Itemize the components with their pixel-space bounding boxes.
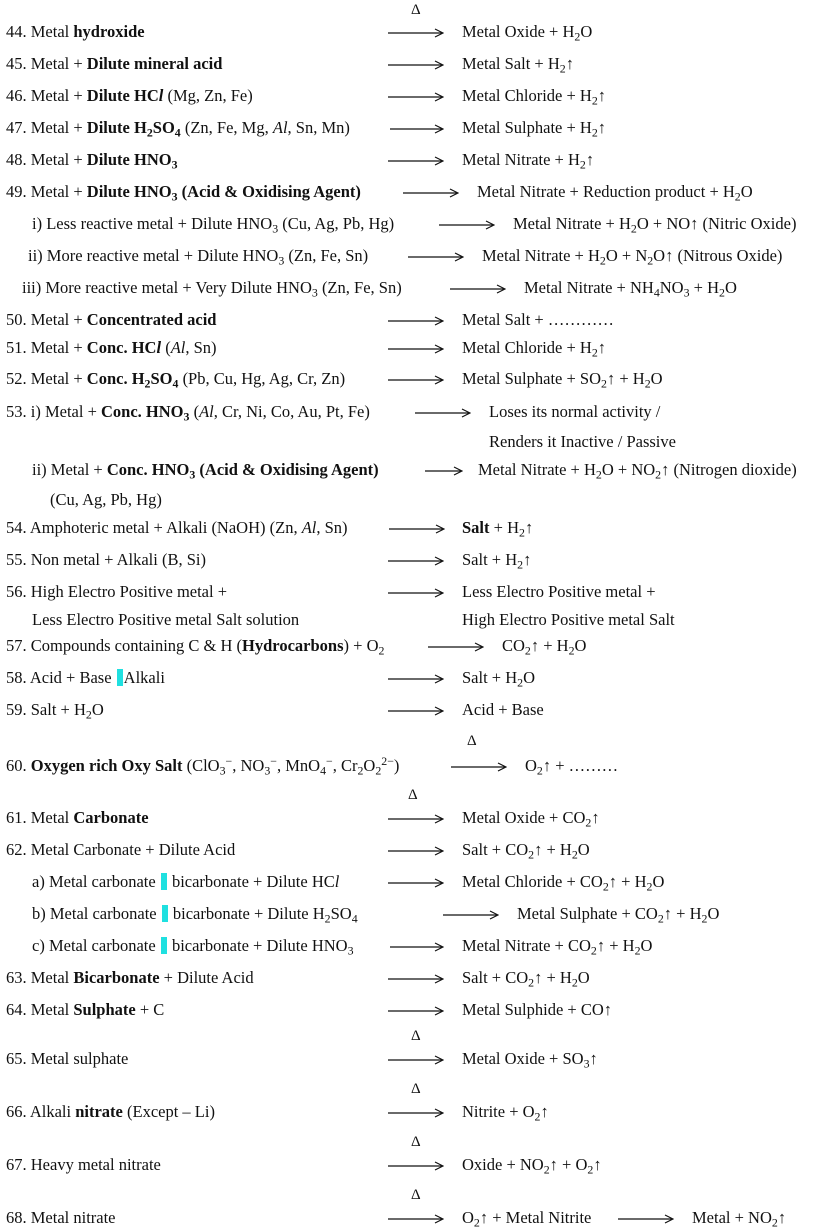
arrow — [425, 460, 463, 480]
arrow — [388, 872, 444, 892]
reaction-54: 54. Amphoteric metal + Alkali (NaOH) (Zn, Al, Sn) — [6, 518, 348, 537]
reaction-51: 51. Metal + Conc. HCl (Al, Sn) — [6, 338, 217, 357]
product-68: $O_2↑$ + Metal Nitrite — [462, 1208, 592, 1230]
product-56: Less Electro Positive metal + — [462, 582, 656, 601]
arrow — [403, 182, 459, 202]
reaction-56: 56. High Electro Positive metal + — [6, 582, 228, 601]
arrow — [388, 86, 444, 106]
product-47: Metal Sulphate + $H_2↑$ — [462, 118, 607, 140]
product-49-ii: Metal Nitrate + $H_2O$ + $N_2O↑$ (Nitrous Oxide) — [482, 246, 783, 268]
product-67: Oxide + $NO_2↑$ + $O_2↑$ — [462, 1155, 602, 1177]
reaction-49-iii: iii) More reactive metal + Very Dilute $HNO_3$ (Zn, Fe, Sn) — [22, 278, 402, 300]
product-63: Salt + $CO_2↑ + H_2O$ — [462, 968, 590, 990]
arrow — [390, 936, 444, 956]
reaction-49-i: i) Less reactive metal + Dilute $HNO_3$ (Cu, Ag, Pb, Hg) — [32, 214, 395, 236]
reaction-47: 47. Metal + Dilute $H_2SO_4$ (Zn, Fe, Mg, Al, Sn, Mn) — [6, 118, 350, 140]
product-62-a: Metal Chloride + $CO_2↑ + H_2O$ — [462, 872, 665, 894]
reaction-62-a: a) Metal carbonate bicarbonate + Dilute HCl — [32, 872, 340, 891]
product-50: Metal Salt + ………… — [462, 310, 614, 329]
product-59: Acid + Base — [462, 700, 544, 719]
product-49-iii: Metal Nitrate + $NH_4NO_3 + H_2O$ — [524, 278, 737, 300]
arrow — [388, 1049, 444, 1069]
reaction-53-i: 53. i) Metal + Conc. $HNO_3$ (Al, Cr, Ni, Co, Au, Pt, Fe) — [6, 402, 370, 424]
product-62-b: Metal Sulphate + $CO_2↑ + H_2O$ — [517, 904, 720, 926]
arrow — [415, 402, 471, 422]
arrow — [408, 246, 464, 266]
reaction-56-line2: Less Electro Positive metal Salt solution — [32, 610, 300, 629]
arrow — [450, 278, 506, 298]
reaction-44: 44. Metal hydroxide — [6, 22, 145, 41]
heat-symbol: Δ — [411, 1028, 421, 1044]
reaction-52: 52. Metal + Conc. $H_2SO_4$ (Pb, Cu, Hg, Ag, Cr, Zn) — [6, 369, 346, 391]
product-56-line2: High Electro Positive metal Salt — [462, 610, 675, 629]
product-54: Salt + $H_2↑$ — [462, 518, 534, 540]
product-61: Metal Oxide + $CO_2↑$ — [462, 808, 600, 830]
product-49-i: Metal Nitrate + $H_2O$ + NO↑ (Nitric Oxide) — [513, 214, 797, 236]
product-65: Metal Oxide + $SO_3↑$ — [462, 1049, 598, 1071]
product-53-ii: Metal Nitrate + $H_2O$ + $NO_2↑$ (Nitrogen dioxide) — [478, 460, 797, 482]
heat-symbol: Δ — [467, 733, 477, 749]
reaction-49-ii: ii) More reactive metal + Dilute $HNO_3$ (Zn, Fe, Sn) — [28, 246, 369, 268]
reaction-50: 50. Metal + Concentrated acid — [6, 310, 217, 329]
reaction-59: 59. Salt + $H_2O$ — [6, 700, 104, 722]
product-55: Salt + $H_2↑$ — [462, 550, 532, 572]
reaction-45: 45. Metal + Dilute mineral acid — [6, 54, 223, 73]
reaction-65: 65. Metal sulphate — [6, 1049, 129, 1068]
heat-symbol: Δ — [411, 1187, 421, 1203]
arrow — [388, 1155, 444, 1175]
product-45: Metal Salt + $H_2↑$ — [462, 54, 574, 76]
arrow — [618, 1208, 674, 1228]
reaction-55: 55. Non metal + Alkali (B, Si) — [6, 550, 206, 569]
arrow — [451, 756, 507, 776]
reaction-61: 61. Metal Carbonate — [6, 808, 149, 827]
arrow — [443, 904, 499, 924]
arrow — [390, 118, 444, 138]
arrow — [388, 840, 444, 860]
product-46: Metal Chloride + $H_2↑$ — [462, 86, 607, 108]
arrow — [388, 1000, 444, 1020]
arrow — [388, 310, 444, 330]
reaction-62-b: b) Metal carbonate bicarbonate + Dilute $H_2SO_4$ — [32, 904, 358, 926]
product-64: Metal Sulphide + CO↑ — [462, 1000, 613, 1019]
highlighted-slash — [162, 905, 168, 922]
highlighted-slash — [161, 873, 167, 890]
product-53-i: Loses its normal activity / — [489, 402, 661, 421]
product-62: Salt + $CO_2↑ + H_2O$ — [462, 840, 590, 862]
arrow — [428, 636, 484, 656]
product-44: Metal Oxide + $H_2O$ — [462, 22, 593, 44]
arrow — [388, 668, 444, 688]
reaction-64: 64. Metal Sulphate + C — [6, 1000, 165, 1019]
arrow — [388, 338, 444, 358]
reaction-67: 67. Heavy metal nitrate — [6, 1155, 161, 1174]
arrow — [388, 150, 444, 170]
heat-symbol: Δ — [408, 787, 418, 803]
arrow — [388, 968, 444, 988]
reaction-62: 62. Metal Carbonate + Dilute Acid — [6, 840, 236, 859]
highlighted-slash — [161, 937, 167, 954]
reaction-60: 60. Oxygen rich Oxy Salt (ClO$_3$−, $NO_3^-$, MnO$_4$−, $Cr_2O_2^{2-}$) — [6, 754, 400, 778]
heat-symbol: Δ — [411, 1134, 421, 1150]
arrow — [388, 369, 444, 389]
arrow — [388, 54, 444, 74]
heat-symbol: Δ — [411, 1081, 421, 1097]
reaction-46: 46. Metal + Dilute HCl (Mg, Zn, Fe) — [6, 86, 253, 105]
highlighted-slash — [117, 669, 123, 686]
reaction-48: 48. Metal + Dilute $HNO_3$ — [6, 150, 178, 172]
reaction-53-ii: ii) Metal + Conc. $HNO_3$ (Acid & Oxidising Agent) — [32, 460, 379, 482]
product-48: Metal Nitrate + $H_2↑$ — [462, 150, 595, 172]
product-60: $O_2↑$ + ……… — [525, 756, 619, 778]
arrow — [388, 1102, 444, 1122]
arrow — [388, 808, 444, 828]
arrow — [389, 518, 445, 538]
reaction-53-ii-metals: (Cu, Ag, Pb, Hg) — [50, 490, 162, 509]
reaction-57: 57. Compounds containing C & H (Hydrocarbons) + $O_2$ — [6, 636, 385, 658]
arrow — [439, 214, 495, 234]
arrow — [388, 22, 444, 42]
reaction-66: 66. Alkali nitrate (Except – Li) — [6, 1102, 215, 1121]
product-49: Metal Nitrate + Reduction product + $H_2O$ — [477, 182, 753, 204]
reaction-68: 68. Metal nitrate — [6, 1208, 116, 1227]
product-51: Metal Chloride + $H_2↑$ — [462, 338, 607, 360]
product-53-i-line2: Renders it Inactive / Passive — [489, 432, 676, 451]
arrow — [388, 700, 444, 720]
reaction-58: 58. Acid + Base Alkali — [6, 668, 165, 687]
product-62-c: Metal Nitrate + $CO_2↑ + H_2O$ — [462, 936, 653, 958]
heat-symbol: Δ — [411, 2, 421, 18]
arrow — [388, 1208, 444, 1228]
arrow — [388, 582, 444, 602]
product-57: $CO_2↑ + H_2O$ — [502, 636, 587, 658]
arrow — [388, 550, 444, 570]
reaction-62-c: c) Metal carbonate bicarbonate + Dilute $HNO_3$ — [32, 936, 354, 958]
product-68-final: Metal + $NO_2↑$ — [692, 1208, 787, 1230]
reaction-63: 63. Metal Bicarbonate + Dilute Acid — [6, 968, 254, 987]
product-66: Nitrite + $O_2↑$ — [462, 1102, 549, 1124]
product-52: Metal Sulphate + $SO_2↑ + H_2O$ — [462, 369, 663, 391]
reaction-49: 49. Metal + Dilute $HNO_3$ (Acid & Oxidising Agent) — [6, 182, 361, 204]
product-58: Salt + $H_2O$ — [462, 668, 535, 690]
